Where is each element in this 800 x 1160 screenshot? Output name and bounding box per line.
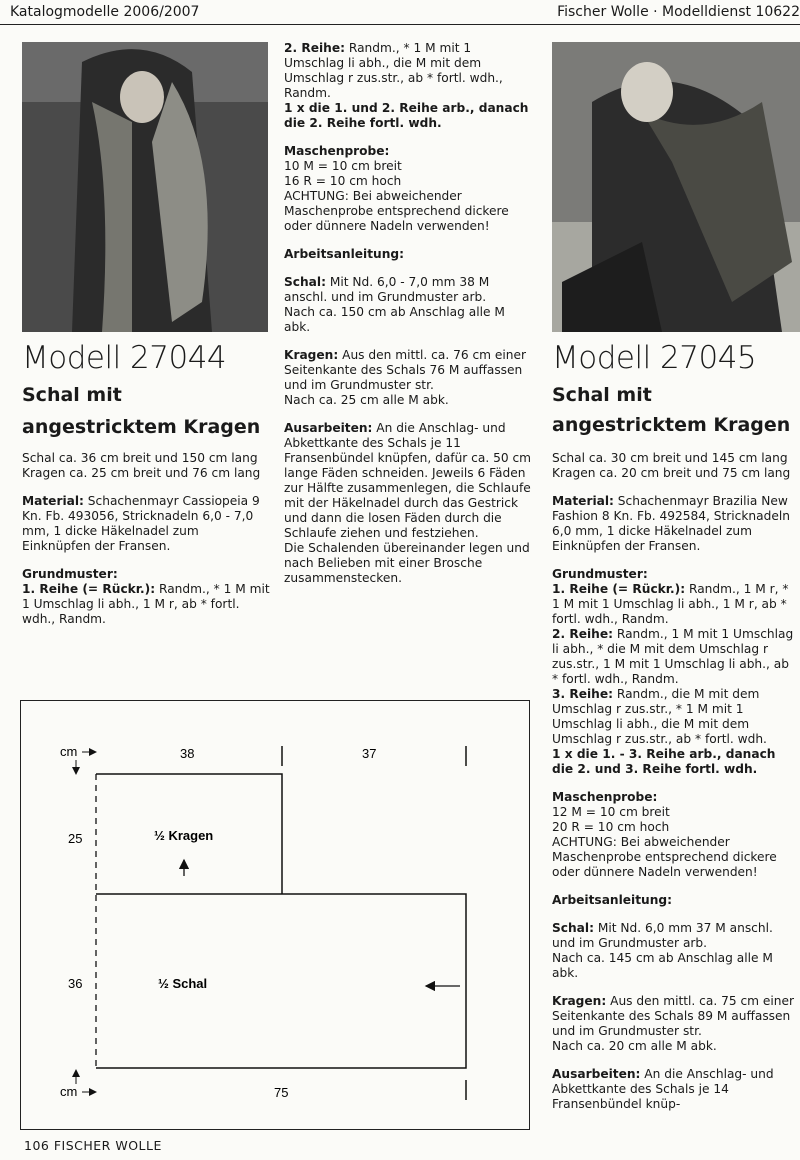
maschenprobe-label: Maschenprobe: [284, 144, 390, 158]
grundmuster-label-b: Grundmuster: [552, 567, 648, 581]
maschenprobe-block-b [552, 790, 796, 880]
right-width-label: 37 [362, 746, 377, 761]
model-27044-photo [22, 42, 268, 332]
model-27044-col-left [22, 451, 270, 627]
unit-bottom-label: cm [60, 1084, 78, 1099]
model-27044-subtitle-2: angestricktem Kragen [22, 416, 261, 438]
header-catalog: Katalogmodelle 2006/2007 [10, 4, 200, 20]
schal-height-label: 36 [68, 976, 83, 991]
size-info [22, 451, 270, 481]
ausarbeiten-block [284, 421, 534, 586]
achtung-text-b: Bei abweichender Maschenprobe entsprechend dickere oder dünnere Nadeln verwenden! [552, 835, 777, 879]
repeat-instruction-b: 1 x die 1. - 3. Reihe arb., danach die 2. und 3. Reihe fortl. wdh. [552, 747, 776, 776]
schal-text: Mit Nd. 6,0 - 7,0 mm 38 M anschl. und im Grundmuster arb. [284, 275, 490, 304]
kragen-height-label: 25 [68, 831, 83, 846]
schematic-frame [21, 701, 530, 1130]
model-27045-subtitle-2: angestricktem Kragen [552, 414, 791, 436]
kragen-label: Kragen: [284, 348, 339, 362]
row-2-text: Randm., * 1 M mit 1 Umschlag li abh., die M mit dem Umschlag r zus.str., ab * fortl. wdh., Randm. [284, 41, 503, 100]
header-rule [0, 24, 800, 25]
size-line-2-b: Kragen ca. 20 cm breit und 75 cm lang [552, 466, 791, 480]
ausarbeiten-label: Ausarbeiten: [284, 421, 373, 435]
header-service: Fischer Wolle · Modelldienst 10622 [557, 4, 800, 20]
row-2-text-b: Randm., 1 M mit 1 Umschlag li abh., * die M mit dem Umschlag r zus.str., 1 M mit 1 Umschlag li abh., ab * fortl. wdh., Randm. [552, 627, 794, 686]
row-1-block [22, 582, 270, 627]
arbeit-label: Arbeitsanleitung: [284, 247, 404, 261]
schal-text-2-b: Nach ca. 145 cm ab Anschlag alle M abk. [552, 951, 773, 980]
schal-block [284, 275, 534, 335]
kragen-block-b [552, 994, 796, 1054]
row-1-label-b: 1. Reihe (= Rückr.): [552, 582, 686, 596]
size-line-1-b: Schal ca. 30 cm breit und 145 cm lang [552, 451, 788, 465]
model-27045-photo-art [552, 42, 800, 332]
mp-line-2: 16 R = 10 cm hoch [284, 174, 402, 188]
material-label: Material: [22, 494, 84, 508]
size-line-2: Kragen ca. 25 cm breit und 76 cm lang [22, 466, 261, 480]
schal-area-label: ½ Schal [158, 976, 208, 991]
model-27044-col-middle [284, 41, 534, 599]
page-footer [24, 1138, 162, 1153]
ausarbeiten-text: An die Anschlag- und Abkettkante des Schals je 11 Fransenbündel knüpfen, dafür ca. 50 cm lange Fäden schneiden. Jeweils 6 Fäden zur Hälfte zusammenlegen, die Schlaufe mit der Häkelnadel durch das Gestrick und dann die losen Fäden durch die Schlaufe ziehen und festziehen. [284, 421, 532, 540]
size-line-1: Schal ca. 36 cm breit und 150 cm lang [22, 451, 258, 465]
schal-block-b [552, 921, 796, 981]
maschenprobe-label-b: Maschenprobe: [552, 790, 658, 804]
schal-label: Schal: [284, 275, 326, 289]
achtung-label-b: ACHTUNG: [552, 835, 617, 849]
kragen-text-2-b: Nach ca. 20 cm alle M abk. [552, 1039, 717, 1053]
kragen-width-label: 38 [180, 746, 195, 761]
ausarbeiten-label-b: Ausarbeiten: [552, 1067, 641, 1081]
row-2-block-b [552, 627, 796, 687]
schal-text-b: Mit Nd. 6,0 mm 37 M anschl. und im Grundmuster arb. [552, 921, 773, 950]
model-27045-title: Modell 27045 [552, 340, 757, 376]
achtung-label: ACHTUNG: [284, 189, 349, 203]
ausarbeiten-block-b [552, 1067, 796, 1112]
unit-top-label: cm [60, 744, 78, 759]
kragen-block [284, 348, 534, 408]
row-2-block [284, 41, 534, 101]
model-27045-col [552, 451, 796, 1125]
knitting-schematic [20, 700, 530, 1130]
size-info-b [552, 451, 796, 481]
arbeit-label-b: Arbeitsanleitung: [552, 893, 672, 907]
repeat-instruction: 1 x die 1. und 2. Reihe arb., danach die 2. Reihe fortl. wdh. [284, 101, 529, 130]
achtung-text: Bei abweichender Maschenprobe entsprechend dickere oder dünnere Nadeln verwenden! [284, 189, 509, 233]
kragen-label-b: Kragen: [552, 994, 607, 1008]
maschenprobe-block [284, 144, 534, 234]
schal-text-2: Nach ca. 150 cm ab Anschlag alle M abk. [284, 305, 505, 334]
mp-line-1: 10 M = 10 cm breit [284, 159, 402, 173]
schal-label-b: Schal: [552, 921, 594, 935]
row-3-label-b: 3. Reihe: [552, 687, 613, 701]
row-2-label: 2. Reihe: [284, 41, 345, 55]
ausarbeiten-text-2: Die Schalenden übereinander legen und nach Belieben mit einer Brosche zusammenstecken. [284, 541, 530, 585]
mp-line-2-b: 20 R = 10 cm hoch [552, 820, 670, 834]
material-text: Schachenmayr Cassiopeia 9 Kn. Fb. 493056, Stricknadeln 6,0 - 7,0 mm, 1 dicke Häkelnadel zum Einknüpfen der Fransen. [22, 494, 260, 553]
footer-brand: FISCHER WOLLE [53, 1138, 162, 1153]
page-number: 106 [24, 1138, 50, 1153]
kragen-area-label: ½ Kragen [154, 828, 214, 843]
kragen-text-b: Aus den mittl. ca. 75 cm einer Seitenkante des Schals 89 M auffassen und im Grundmuster str. [552, 994, 795, 1038]
row-1-text-b: Randm., 1 M r, * 1 M mit 1 Umschlag li abh., 1 M r, ab * fortl. wdh., Randm. [552, 582, 789, 626]
material-label-b: Material: [552, 494, 614, 508]
row-2-label-b: 2. Reihe: [552, 627, 613, 641]
schal-width-label: 75 [274, 1085, 289, 1100]
model-27045-subtitle-1: Schal mit [552, 384, 652, 406]
model-27045-photo [552, 42, 800, 332]
mp-line-1-b: 12 M = 10 cm breit [552, 805, 670, 819]
material-block [22, 494, 270, 554]
model-27044-title: Modell 27044 [22, 340, 227, 376]
row-1-text: Randm., * 1 M mit 1 Umschlag li abh., 1 M r, ab * fortl. wdh., Randm. [22, 582, 270, 626]
row-1-block-b [552, 582, 796, 627]
schal-outline [96, 894, 466, 1068]
model-27044-subtitle-1: Schal mit [22, 384, 122, 406]
row-3-block-b [552, 687, 796, 747]
kragen-text: Aus den mittl. ca. 76 cm einer Seitenkante des Schals 76 M auffassen und im Grundmuster str. [284, 348, 527, 392]
ausarbeiten-text-b: An die Anschlag- und Abkettkante des Schals je 14 Fransenbündel knüp- [552, 1067, 774, 1111]
material-text-b: Schachenmayr Brazilia New Fashion 8 Kn. Fb. 492584, Stricknadeln 6,0 mm, 1 dicke Häkelnadel zum Einknüpfen der Fransen. [552, 494, 790, 553]
kragen-text-2: Nach ca. 25 cm alle M abk. [284, 393, 449, 407]
grundmuster-label: Grundmuster: [22, 567, 118, 581]
material-block-b [552, 494, 796, 554]
model-27044-photo-art [22, 42, 268, 332]
row-3-text-b: Randm., die M mit dem Umschlag r zus.str., * 1 M mit 1 Umschlag li abh., die M mit dem Umschlag r zus.str., ab * fortl. wdh. [552, 687, 767, 746]
ghost-text [540, 55, 550, 65]
row-1-label: 1. Reihe (= Rückr.): [22, 582, 156, 596]
